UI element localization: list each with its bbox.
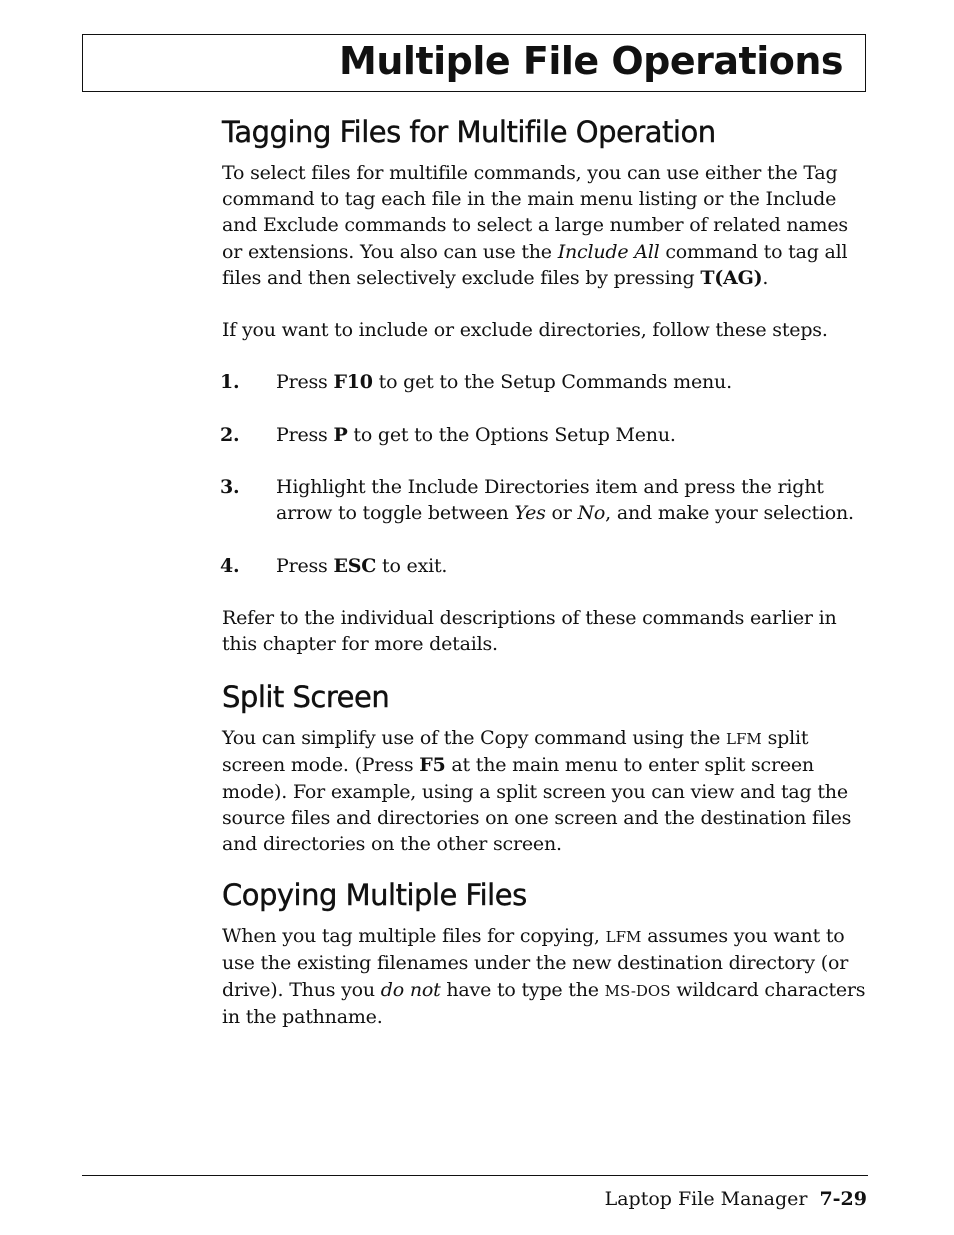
- text-run: to get to the Options Setup Menu.: [347, 423, 676, 446]
- text-run: have to type the: [440, 978, 605, 1001]
- text-run: Press: [276, 371, 334, 394]
- text-run: to get to the Setup Commands menu.: [372, 371, 732, 394]
- tagging-paragraph-3: Refer to the individual descriptions of these commands earlier in this chapter for more details.: [222, 606, 837, 655]
- split-paragraph: [222, 725, 867, 857]
- tagging-paragraph-1: [222, 160, 867, 291]
- key-label: ESC: [333, 554, 377, 577]
- text-run: command to tag all files and then selectively exclude files by pressing: [222, 240, 848, 289]
- page-footer: [605, 1188, 867, 1210]
- page-title-box: [82, 34, 866, 92]
- italic-text: Yes: [514, 502, 546, 525]
- step-item: [222, 553, 867, 579]
- section-heading-tagging: Tagging Files for Multifile Operation: [222, 115, 716, 149]
- copying-paragraph: [222, 923, 867, 1030]
- key-label: F10: [333, 371, 373, 394]
- text-run: Press: [276, 423, 334, 446]
- step-item: [222, 422, 867, 448]
- text-run: When you tag multiple files for copying,: [222, 925, 606, 948]
- text-run: at the main menu to enter split screen mode). For example, using a split screen you can view and tag the source files and directories on one screen and the destination files and directories on the other screen.: [222, 754, 852, 856]
- section-heading-split: Split Screen: [222, 680, 390, 715]
- page-number: 7-29: [819, 1188, 867, 1210]
- product-abbrev: LFM: [605, 928, 642, 947]
- text-run: split screen mode. (Press: [222, 727, 809, 777]
- footer-divider: [82, 1175, 868, 1176]
- page-title: Multiple File Operations: [339, 39, 843, 83]
- text-run: You can simplify use of the Copy command using the: [222, 727, 727, 750]
- text-run: Highlight the Include Directories item and press the right arrow to toggle between: [276, 476, 824, 525]
- italic-text: No: [577, 502, 606, 525]
- product-abbrev: LFM: [726, 730, 762, 749]
- text-run: to exit.: [376, 554, 448, 577]
- os-abbrev: MS-DOS: [604, 981, 671, 1000]
- section-heading-copying: Copying Multiple Files: [222, 878, 527, 913]
- key-label: P: [333, 423, 348, 446]
- footer-book-title: Laptop File Manager: [604, 1188, 808, 1210]
- text-run: assumes you want to use the existing filenames under the new destination directory (or drive). Thus you: [222, 925, 849, 1001]
- key-label: F5: [419, 754, 446, 777]
- step-number: 2.: [220, 423, 240, 446]
- text-run: , and make your selection.: [605, 502, 854, 525]
- text-run: or: [545, 502, 578, 525]
- step-number: 3.: [220, 476, 240, 498]
- text-run: Press: [276, 554, 334, 577]
- step-item: [222, 369, 867, 395]
- text-run: To select files for multifile commands, you can use either the Tag command to tag each file in the main menu listing or the Include and Exclude commands to select a large number of related names or extensions. You also can use the: [222, 162, 848, 263]
- tagging-paragraph-2: If you want to include or exclude directories, follow these steps.: [222, 319, 828, 342]
- italic-text: Include All: [557, 240, 660, 263]
- steps-list: [222, 369, 867, 579]
- key-label: T(AG): [700, 266, 763, 289]
- step-item: [222, 474, 867, 526]
- italic-text: do not: [380, 978, 441, 1001]
- page-content: [222, 112, 867, 1030]
- step-number: 4.: [220, 554, 240, 577]
- text-run: wildcard characters in the pathname.: [222, 978, 866, 1028]
- text-run: .: [762, 266, 769, 289]
- step-number: 1.: [220, 371, 240, 394]
